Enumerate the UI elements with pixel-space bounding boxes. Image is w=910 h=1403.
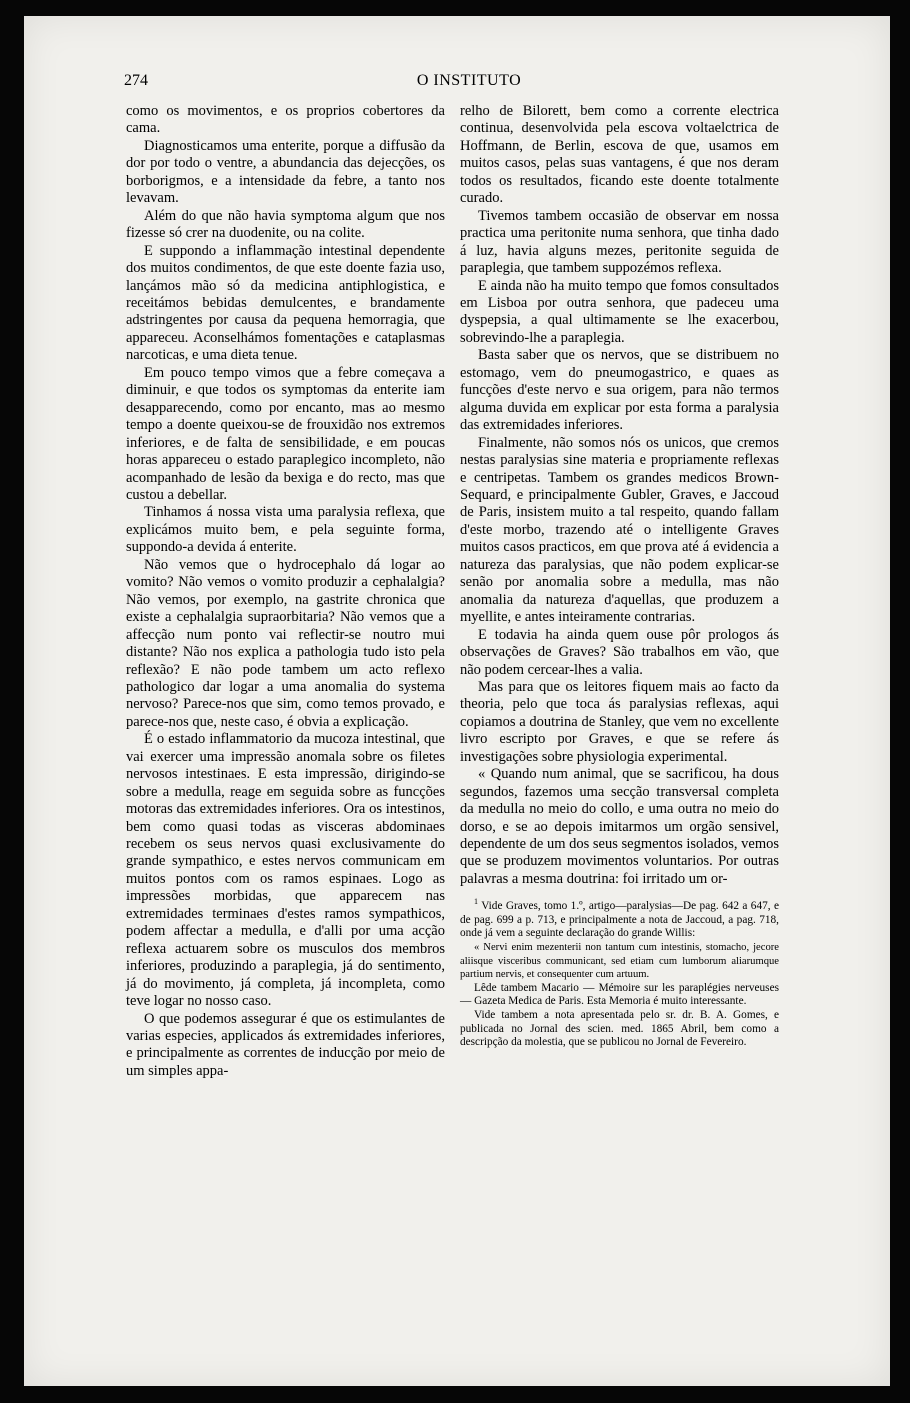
- footnote: Lêde tambem Macario — Mémoire sur les paraplégies nerveuses — Gazeta Medica de Paris. Esta Memoria é muito interessante.: [460, 981, 779, 1008]
- paragraph: O que podemos assegurar é que os estimulantes de varias especies, applicados ás extremidades inferiores, e principalmente as correntes de inducção por meio de um simples appa-: [126, 1010, 445, 1079]
- paragraph: como os movimentos, e os proprios cobertores da cama.: [126, 103, 445, 137]
- paragraph: E suppondo a inflammação intestinal dependente dos muitos condimentos, de que este doente fazia uso, lançámos mão só da medicina antiphlogistica, e receitámos bebidas demulcentes, e brandamente adstringentes por causa da pequena hemorragia, que appareceu. Aconselhámos fomentações e cataplasmas narcoticas, e uma dieta tenue.: [126, 242, 445, 364]
- paragraph: relho de Bilorett, bem como a corrente electrica continua, desenvolvida pela escova voltaelctrica de Hoffmann, de Berlin, escova de que, usamos em muitos casos, pelas suas vantagens, é que nos deram todos os resultados, ficando este doente totalmente curado.: [460, 103, 779, 207]
- footnote: Vide tambem a nota apresentada pelo sr. dr. B. A. Gomes, e publicada no Jornal des scien. med. 1865 Abril, bem como a descripção da molestia, que se publicou no Jornal de Fevereiro.: [460, 1008, 779, 1049]
- paragraph: « Quando num animal, que se sacrificou, ha dous segundos, fazemos uma secção transversal completa da medulla no meio do collo, e uma outra no meio do dorso, e se ao depois imitarmos um orgão sensivel, dependente de um dos seus segmentos isolados, vemos que se produzem movimentos voluntarios. Por outras palavras a mesma doutrina: foi irritado um or-: [460, 766, 779, 887]
- right-column: [460, 103, 779, 1050]
- paragraph: Em pouco tempo vimos que a febre começava a diminuir, e que todos os symptomas da enterite iam desapparecendo, como por encanto, mas ao mesmo tempo a doente queixou-se de frouxidão nos extremos inferiores, e de falta de sensibilidade, e em poucas horas appareceu o estado paraplegico incompleto, não acompanhado de lesão da bexiga e do recto, mas que custou a debellar.: [126, 364, 445, 503]
- paragraph: E ainda não ha muito tempo que fomos consultados em Lisboa por outra senhora, que padeceu uma dyspepsia, a qual ultimamente se lhe exacerbou, sobrevindo-lhe a paraplegia.: [460, 277, 779, 346]
- running-header: [124, 72, 814, 96]
- paragraph: Tivemos tambem occasião de observar em nossa practica uma peritonite numa senhora, que tinha dado á luz, havia alguns mezes, peritonite seguida de paraplegia, que tambem suppozémos reflexa.: [460, 207, 779, 277]
- paragraph: Diagnosticamos uma enterite, porque a diffusão da dor por todo o ventre, a abundancia das dejecções, os borborigmos, e a intensidade da febre, a tanto nos levavam.: [126, 137, 445, 207]
- paragraph: Tinhamos á nossa vista uma paralysia reflexa, que explicámos muito bem, e pela seguinte forma, suppondo-a devida á enterite.: [126, 504, 445, 556]
- footnote-text: Vide Graves, tomo 1.º, artigo—paralysias—De pag. 642 a 647, e de pag. 699 a p. 713, e principalmente a nota de Jaccoud, a pag. 718, onde já vem a seguinte declaração do grande Willis:: [460, 900, 779, 940]
- footnotes: [460, 895, 779, 1049]
- paragraph: Não vemos que o hydrocephalo dá logar ao vomito? Não vemos o vomito produzir a cephalalgia? Não vemos, por exemplo, na gastrite chronica que existe a cephalalgia supraorbitaria? Não vemos que a affecção num ponto vai reflectir-se noutro mui distante? Não nos explica a pathologia tudo isto pela reflexão? E não pode tambem um acto reflexo pathologico dar logar a uma anomalia do systema nervoso? Parece-nos que sim, como temos provado, e parece-nos que, neste caso, é obvia a explicação.: [126, 556, 445, 730]
- paragraph: Basta saber que os nervos, que se distribuem no estomago, vem do pneumogastrico, e quaes as funcções d'este nervo e sua origem, para não termos alguma duvida em explicar por esta forma a paralysia das extremidades inferiores.: [460, 347, 779, 434]
- footnote-quote: « Nervi enim mezenterii non tantum cum intestinis, stomacho, jecore aliisque visceribus communicant, sed etiam cum lumborum aliarumque partium nervis, et consequenter cum artuum.: [460, 941, 779, 981]
- footnote-marker: 1: [474, 897, 478, 907]
- paragraph: Além do que não havia symptoma algum que nos fizesse só crer na duodenite, ou na colite.: [126, 207, 445, 242]
- paragraph: É o estado inflammatorio da mucoza intestinal, que vai exercer uma impressão anomala sobre os filetes nervosos intestinaes. E esta impressão, dirigindo-se sobre a medulla, reage em seguida sobre as funcções motoras das extremidades inferiores. Ora os intestinos, bem como quasi todas as visceras abdominaes recebem os seus nervos quasi exclusivamente do grande sympathico, e estes nervos communicam em muitos pontos com os ramos espinaes. Logo as impressões morbidas, que apparecem nas extremidades terminaes d'estes ramos sympathicos, podem affectar a medulla, e d'alli por uma acção reflexa actuarem sobre os musculos dos membros inferiores, produzindo a paraplegia, já do sentimento, já do movimento, já completa, já incompleta, como teve logar no nosso caso.: [126, 731, 445, 1010]
- page-number: 274: [124, 72, 148, 89]
- left-column: [126, 103, 445, 1080]
- journal-title: O INSTITUTO: [416, 72, 522, 89]
- paragraph: E todavia ha ainda quem ouse pôr prologos ás observações de Graves? São trabalhos em vão, que não podem cercear-lhes a valia.: [460, 626, 779, 678]
- paragraph: Finalmente, não somos nós os unicos, que cremos nestas paralysias sine materia e propriamente reflexas e centripetas. Tambem os grandes medicos Brown-Sequard, e principalmente Gubler, Graves, e Jaccoud de Paris, insistem muito a tal respeito, quando fallam d'este morbo, trazendo até o intelligente Graves muitos casos practicos, em que prova até á evidencia a natureza das paralysias, que não podem explicar-se senão por anomalia sobre a medulla, mas não anomalia da natureza d'aquellas, que produzem a myellite, e antes inteiramente contrarias.: [460, 434, 779, 626]
- footnote: [460, 895, 779, 941]
- paragraph: Mas para que os leitores fiquem mais ao facto da theoria, pelo que toca ás paralysias reflexas, aqui copiamos a doutrina de Stanley, que vem no excellente livro escripto por Graves, e que se refere ás investigações sobre physiologia experimental.: [460, 678, 779, 765]
